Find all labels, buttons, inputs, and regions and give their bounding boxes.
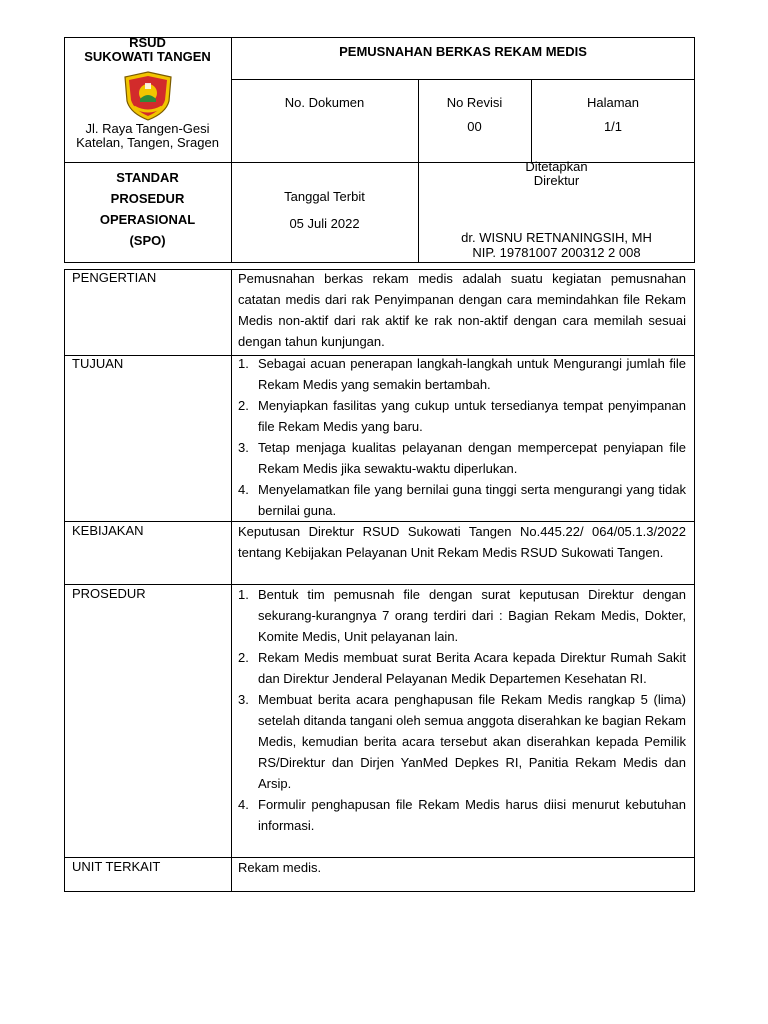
org-name-line1: RSUD bbox=[129, 35, 166, 50]
document-title: PEMUSNAHAN BERKAS REKAM MEDIS bbox=[339, 44, 587, 59]
section-text-unit-terkait: Rekam medis. bbox=[238, 860, 322, 875]
org-name-line2: SUKOWATI TANGEN bbox=[84, 49, 211, 64]
list-item: 3. Membuat berita acara penghapusan file Rekam Medis rangkap 5 (lima) setelah ditanda tangani oleh semua anggota diserahkan ke bagian Rekam Medis, kemudian berita acara tersebut akan diserahkan kepada Pemilik RS/Direktur dan Dirjen YanMed Depkes RI, Panitia Rekam Medis dan Arsip. bbox=[238, 692, 686, 791]
revision-label: No Revisi bbox=[446, 95, 503, 110]
section-list-tujuan bbox=[238, 353, 686, 521]
issued-date-value: 05 Juli 2022 bbox=[289, 216, 360, 231]
section-label-kebijakan: KEBIJAKAN bbox=[72, 523, 144, 538]
set-by-line2: Direktur bbox=[533, 173, 580, 188]
section-text-kebijakan: Keputusan Direktur RSUD Sukowati Tangen No.445.22/ 064/05.1.3/2022 tentang Kebijakan Pelayanan Unit Rekam Medis RSUD Sukowati Tangen. bbox=[238, 524, 686, 560]
section-label-unit-terkait: UNIT TERKAIT bbox=[72, 859, 161, 874]
director-name: dr. WISNU RETNANINGSIH, MH bbox=[461, 230, 652, 245]
section-label-tujuan: TUJUAN bbox=[72, 356, 124, 371]
spo-line2: PROSEDUR bbox=[110, 191, 185, 206]
list-item: 3. Tetap menjaga kualitas pelayanan dengan mempercepat penyiapan file Rekam Medis jika sewaktu-waktu diperlukan. bbox=[238, 440, 686, 476]
spo-line1: STANDAR bbox=[116, 170, 179, 185]
list-item: 2. Rekam Medis membuat surat Berita Acara kepada Direktur Rumah Sakit dan Direktur Jenderal Pelayanan Medik Departemen Kesehatan RI. bbox=[238, 650, 686, 686]
page-label: Halaman bbox=[586, 95, 640, 110]
section-list-prosedur bbox=[238, 584, 686, 836]
list-item: 1. Bentuk tim pemusnah file dengan surat keputusan Direktur dengan sekurang-kurangnya 7 orang terdiri dari : Bagian Rekam Medis, Dokter, Komite Medis, Unit pelayanan lain. bbox=[238, 587, 686, 644]
section-text-pengertian: Pemusnahan berkas rekam medis adalah suatu kegiatan pemusnahan catatan medis dari rak Penyimpanan dengan cara memindahkan file Rekam Medis non-aktif dari rak aktif ke rak non-aktif dengan cara memilah sesuai dengan tahun kunjungan. bbox=[238, 271, 686, 349]
set-by-line1: Ditetapkan bbox=[525, 159, 588, 174]
list-item: 4. Formulir penghapusan file Rekam Medis harus diisi menurut kebutuhan informasi. bbox=[238, 797, 686, 833]
doc-number-label: No. Dokumen bbox=[284, 95, 365, 110]
list-item: 1. Sebagai acuan penerapan langkah-langkah untuk Mengurangi jumlah file Rekam Medis yang semakin bertambah. bbox=[238, 356, 686, 392]
page-value: 1/1 bbox=[603, 119, 623, 134]
list-item: 4. Menyelamatkan file yang bernilai guna tinggi serta mengurangi yang tidak bernilai guna. bbox=[238, 482, 686, 518]
spo-line4: (SPO) bbox=[129, 233, 166, 248]
spo-line3: OPERASIONAL bbox=[99, 212, 196, 227]
address-line2: Katelan, Tangen, Sragen bbox=[76, 135, 219, 150]
regency-shield-emblem-icon bbox=[122, 71, 174, 121]
issued-date-label: Tanggal Terbit bbox=[284, 189, 365, 204]
director-nip: NIP. 19781007 200312 2 008 bbox=[472, 245, 641, 260]
section-label-pengertian: PENGERTIAN bbox=[72, 270, 157, 285]
address-line1: Jl. Raya Tangen-Gesi bbox=[85, 121, 210, 136]
list-item: 2. Menyiapkan fasilitas yang cukup untuk tersedianya tempat penyimpanan file Rekam Medis yang baru. bbox=[238, 398, 686, 434]
revision-value: 00 bbox=[467, 119, 482, 134]
section-label-prosedur: PROSEDUR bbox=[72, 586, 146, 601]
